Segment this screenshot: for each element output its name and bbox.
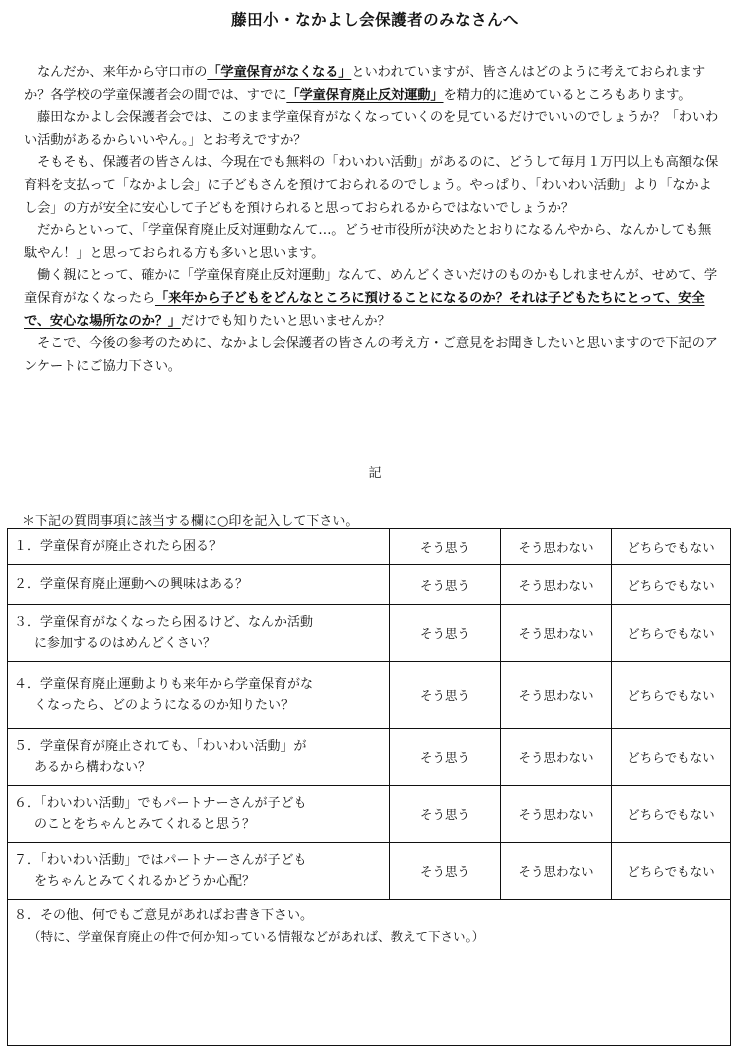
question-line-2: をちゃんとみてくれるかどうか心配？ [34, 874, 256, 889]
intro-p5-b: だけでも知りたいと思いませんか？ [180, 313, 391, 329]
question-line-1: ７．「わいわい活動」ではパートナーさんが子ども [14, 853, 307, 868]
question-8-note: （特に、学童保育廃止の件で何か知っている情報などがあれば、教えて下さい。） [28, 929, 485, 944]
option-disagree-cell[interactable]: そう思わない [501, 786, 612, 843]
option-disagree-cell[interactable]: そう思わない [501, 529, 612, 565]
option-neither-cell[interactable]: どちらでもない [612, 786, 731, 843]
option-neither-cell[interactable]: どちらでもない [612, 605, 731, 662]
question-text [8, 786, 390, 843]
question-line-1: ５．学童保育が廃止されても、「わいわい活動」が [14, 739, 307, 754]
intro-paragraph-3: そもそも、保護者の皆さんは、今現在でも無料の「わいわい活動」があるのに、どうして毎月１万円以上も高額な保育料を支払って「なかよし会」に子どもさんを預けておられるのでしょう。やっぱり、「わいわい活動」より「なかよし会」の方が安全に安心して子どもを預けられると思っておられるからではないでしょうか？ [24, 155, 719, 216]
option-agree-cell[interactable]: そう思う [390, 529, 501, 565]
question-row [8, 843, 731, 900]
question-8-row [8, 900, 731, 1046]
intro-p1-b: といわれていますが、皆さんはどのように考えておられますか？各学校の学童保護者会の間では、すでに [24, 65, 705, 103]
question-line-1: ３．学童保育がなくなったら困るけど、なんか活動 [14, 615, 314, 630]
question-line-1: ２．学童保育廃止運動への興味はある？ [14, 577, 249, 592]
option-agree-cell[interactable]: そう思う [390, 786, 501, 843]
question-line-2: に参加するのはめんどくさい？ [34, 636, 217, 651]
option-neither-cell[interactable]: どちらでもない [612, 529, 731, 565]
intro-paragraph-6: そこで、今後の参考のために、なかよし会保護者の皆さんの考え方・ご意見をお聞きしたいと思いますので下記のアンケートにご協力下さい。 [24, 336, 718, 374]
instruction-text: ＊下記の質問事項に該当する欄に○印を記入して下さい。 [22, 514, 359, 529]
intro-p1-c: を精力的に進めているところもあります。 [443, 87, 692, 103]
option-disagree-cell[interactable]: そう思わない [501, 605, 612, 662]
intro-text [24, 62, 724, 378]
option-agree-cell[interactable]: そう思う [390, 662, 501, 729]
option-neither-cell[interactable]: どちらでもない [612, 729, 731, 786]
question-text [8, 662, 390, 729]
question-text [8, 605, 390, 662]
option-disagree-cell[interactable]: そう思わない [501, 565, 612, 605]
ki-heading: 記 [368, 466, 382, 481]
question-text [8, 843, 390, 900]
option-disagree-cell[interactable]: そう思わない [501, 662, 612, 729]
question-line-2: あるから構わない？ [34, 760, 152, 775]
survey-table [7, 528, 731, 1046]
question-line-2: のことをちゃんとみてくれると思う？ [34, 817, 256, 832]
option-agree-cell[interactable]: そう思う [390, 565, 501, 605]
intro-p1-underline: 「学童保育がなくなる」 [207, 65, 352, 80]
question-8-cell[interactable] [8, 900, 731, 1046]
option-agree-cell[interactable]: そう思う [390, 605, 501, 662]
option-neither-cell[interactable]: どちらでもない [612, 843, 731, 900]
intro-p1-a: なんだか、来年から守口市の [37, 65, 208, 80]
intro-paragraph-4: だからといって、「学童保育廃止反対運動なんて…。どうせ市役所が決めたとおりになるんやから、なんかしても無駄やん！」と思っておられる方も多いと思います。 [24, 223, 712, 261]
option-agree-cell[interactable]: そう思う [390, 843, 501, 900]
question-row [8, 662, 731, 729]
intro-p5-underline: 「来年から子どもをどんなところに預けることになるのか？それは子どもたちにとって、安全で、安心な場所なのか？」 [24, 290, 705, 329]
option-disagree-cell[interactable]: そう思わない [501, 843, 612, 900]
intro-p5-a: 働く親にとって、確かに「学童保育廃止反対運動」なんて、めんどくさいだけのものかもしれませんが、せめて、学童保育がなくなったら [24, 268, 717, 306]
question-line-1: １．学童保育が廃止されたら困る？ [14, 539, 223, 554]
option-neither-cell[interactable]: どちらでもない [612, 662, 731, 729]
page-title: 藤田小・なかよし会保護者のみなさんへ [231, 11, 519, 29]
question-row [8, 565, 731, 605]
question-row [8, 529, 731, 565]
question-line-1: ６．「わいわい活動」でもパートナーさんが子ども [14, 796, 307, 811]
question-line-2: くなったら、どのようになるのか知りたい？ [34, 698, 295, 713]
question-text [8, 565, 390, 605]
question-text [8, 729, 390, 786]
option-neither-cell[interactable]: どちらでもない [612, 565, 731, 605]
intro-paragraph-5 [24, 265, 724, 333]
question-8-label: ８．その他、何でもご意見があればお書き下さい。 [14, 908, 314, 923]
question-text [8, 529, 390, 565]
intro-paragraph-1 [24, 62, 724, 107]
question-row [8, 786, 731, 843]
option-disagree-cell[interactable]: そう思わない [501, 729, 612, 786]
question-row [8, 729, 731, 786]
question-line-1: ４．学童保育廃止運動よりも来年から学童保育がな [14, 677, 314, 692]
question-row [8, 605, 731, 662]
intro-p1-underline-2: 「学童保育廃止反対運動」 [286, 87, 444, 103]
option-agree-cell[interactable]: そう思う [390, 729, 501, 786]
intro-paragraph-2: 藤田なかよし会保護者会では、このまま学童保育がなくなっていくのを見ているだけでいいのでしょうか？「わいわい活動があるからいいやん。」とお考えですか？ [24, 110, 719, 148]
